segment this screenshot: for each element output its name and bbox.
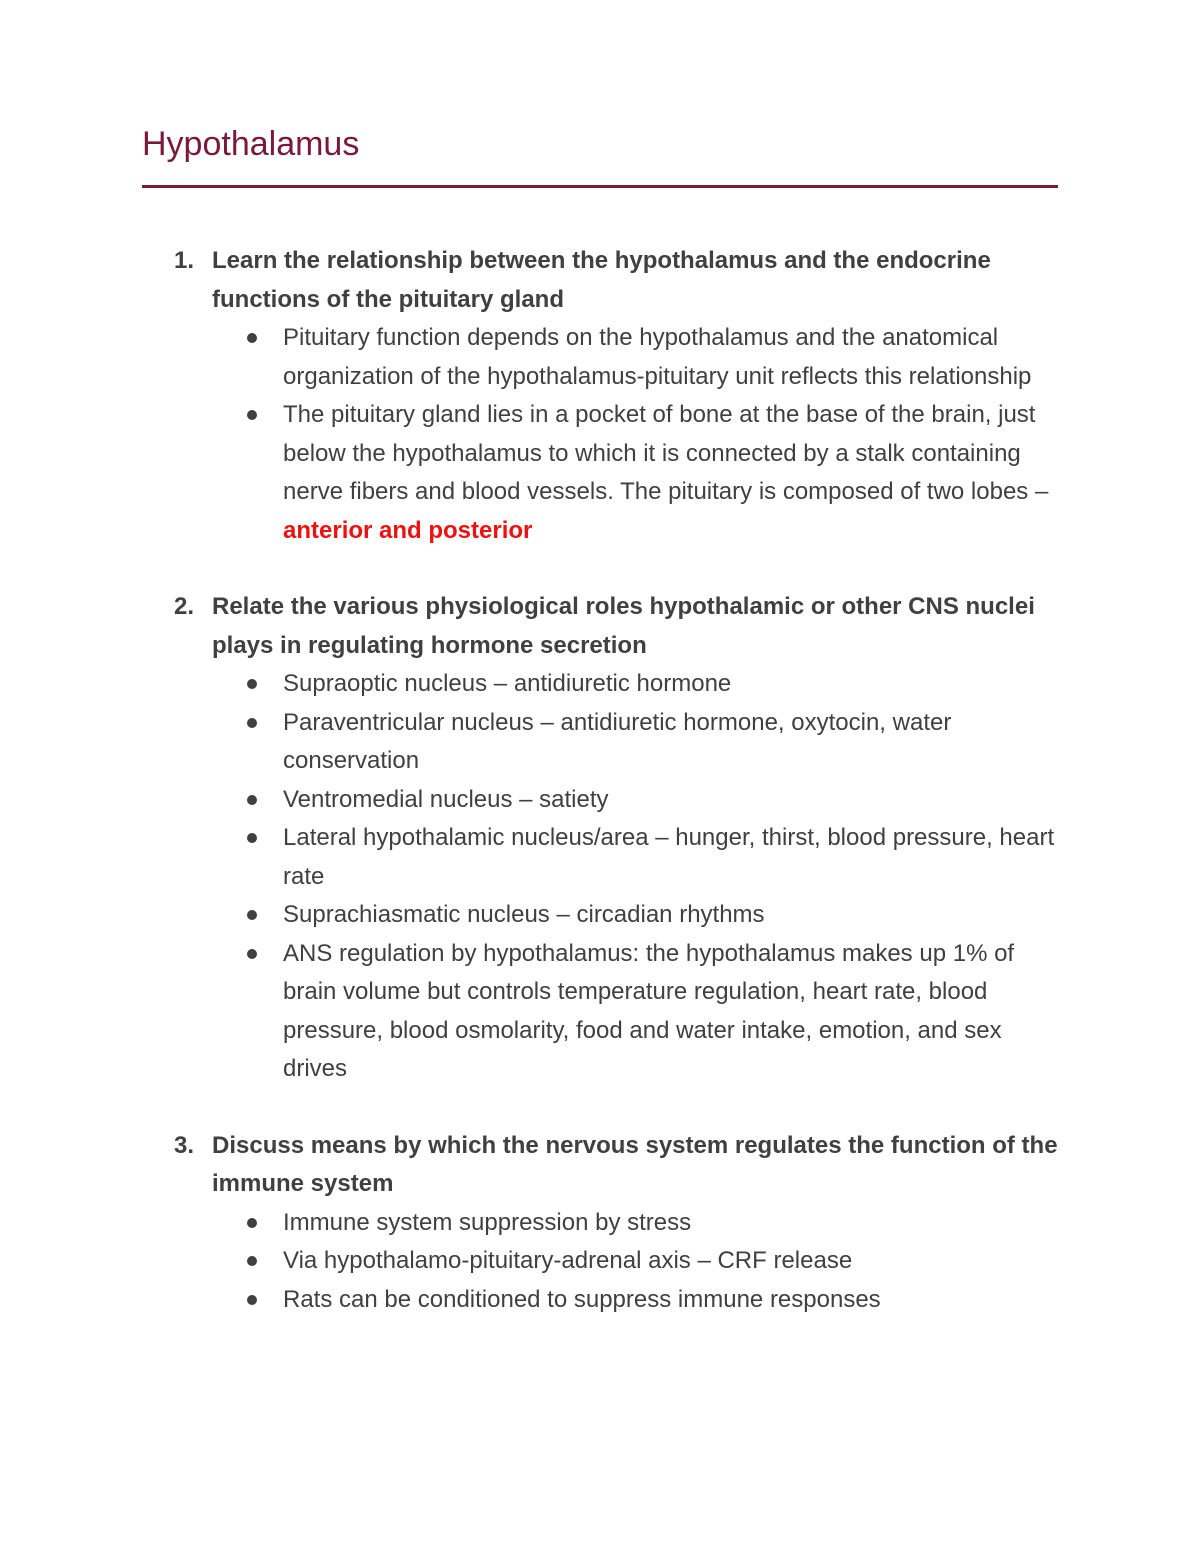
list-item-text: Supraoptic nucleus – antidiuretic hormone [283, 670, 732, 697]
list-item [283, 781, 1060, 820]
list-item-text: The pituitary gland lies in a pocket of bone at the base of the brain, just below the hypothalamus to which it is connected by a stalk containing nerve fibers and blood vessels. The pituitary is composed of two lobes – [283, 401, 1049, 505]
section-list [142, 242, 1060, 1357]
list-item [283, 1242, 1060, 1281]
list-item-text: ANS regulation by hypothalamus: the hypothalamus makes up 1% of brain volume but controls temperature regulation, heart rate, blood pressure, blood osmolarity, food and water intake, emotion, and sex drives [283, 939, 1015, 1082]
list-item-text: Immune system suppression by stress [283, 1208, 692, 1236]
bullet-dot-icon [247, 1295, 257, 1305]
list-item [283, 319, 1060, 396]
bullet-dot-icon [247, 949, 257, 959]
section-number: 2. [174, 593, 195, 620]
section-heading: Learn the relationship between the hypothalamus and the endocrine functions of the pituitary gland [212, 247, 991, 313]
section-heading: Relate the various physiological roles hypothalamic or other CNS nuclei plays in regulating hormone secretion [212, 593, 1035, 659]
page-title: Hypothalamus [142, 125, 360, 163]
bullet-dot-icon [247, 679, 257, 689]
numbered-section [142, 1127, 1060, 1320]
title-underline [142, 185, 1058, 188]
list-item [283, 665, 1060, 704]
list-item [283, 935, 1060, 1089]
bullet-list [142, 1204, 1060, 1320]
list-item-text: Pituitary function depends on the hypothalamus and the anatomical organization of the hypothalamus-pituitary unit reflects this relationship [283, 324, 1032, 390]
section-heading: Discuss means by which the nervous system regulates the function of the immune system [212, 1131, 1058, 1197]
list-item-text: Suprachiasmatic nucleus – circadian rhythms [283, 901, 765, 928]
list-item [283, 704, 1060, 781]
list-item [283, 396, 1060, 550]
bullet-dot-icon [247, 1256, 257, 1266]
bullet-list [142, 319, 1060, 550]
bullet-dot-icon [247, 410, 257, 420]
list-item-text: Via hypothalamo-pituitary-adrenal axis – CRF release [283, 1247, 853, 1274]
highlighted-text: anterior and posterior [283, 516, 533, 544]
section-number: 3. [174, 1131, 195, 1159]
section-number: 1. [174, 247, 195, 274]
list-item-text: Paraventricular nucleus – antidiuretic hormone, oxytocin, water conservation [283, 708, 952, 774]
bullet-dot-icon [247, 833, 257, 843]
list-item [283, 819, 1060, 896]
bullet-dot-icon [247, 910, 257, 920]
list-item [283, 896, 1060, 935]
list-item-text: Lateral hypothalamic nucleus/area – hunger, thirst, blood pressure, heart rate [283, 824, 1055, 890]
numbered-section [142, 242, 1060, 550]
bullet-list [142, 665, 1060, 1089]
list-item [283, 1281, 1060, 1320]
bullet-dot-icon [247, 1218, 257, 1228]
numbered-section [142, 588, 1060, 1089]
bullet-dot-icon [247, 333, 257, 343]
list-item [283, 1204, 1060, 1243]
bullet-dot-icon [247, 718, 257, 728]
list-item-text: Ventromedial nucleus – satiety [283, 785, 609, 813]
list-item-text: Rats can be conditioned to suppress immune responses [283, 1285, 881, 1313]
bullet-dot-icon [247, 795, 257, 805]
